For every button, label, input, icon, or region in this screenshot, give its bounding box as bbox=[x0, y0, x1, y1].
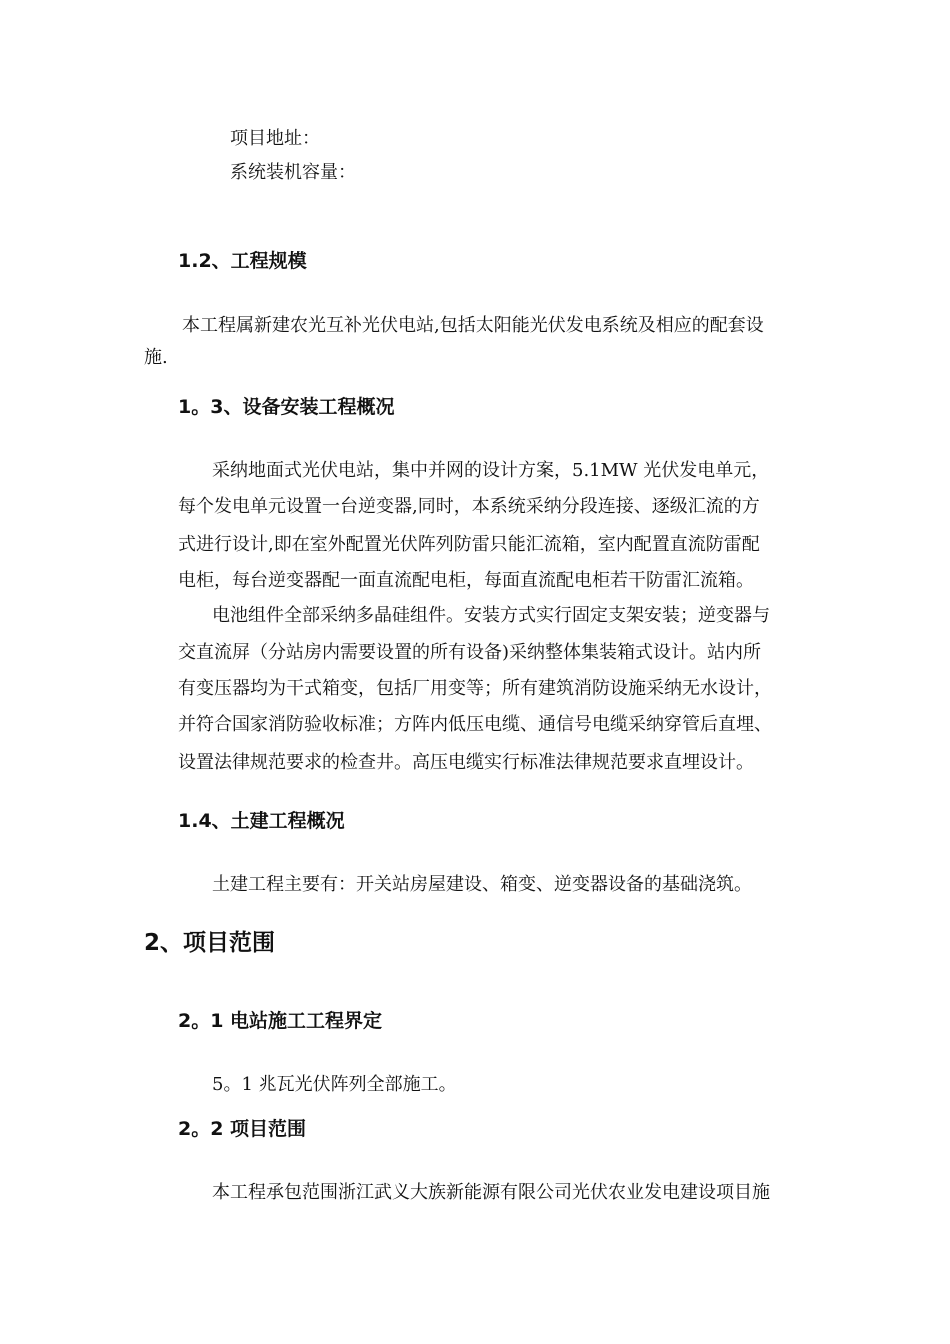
section-1-3-p2-line-2: 交直流屏（分站房内需要设置的所有设备)采纳整体集装箱式设计。站内所 bbox=[178, 642, 762, 663]
section-1-4-paragraph: 土建工程主要有：开关站房屋建设、箱变、逆变器设备的基础浇筑。 bbox=[212, 874, 752, 895]
section-2-1-heading: 2。1 电站施工工程界定 bbox=[178, 1010, 383, 1032]
section-1-3-p2-line-4: 并符合国家消防验收标准；方阵内低压电缆、通信号电缆采纳穿管后直埋、 bbox=[178, 714, 772, 735]
section-1-3-heading: 1。3、设备安装工程概况 bbox=[178, 396, 395, 418]
section-2-2-heading: 2。2 项目范围 bbox=[178, 1118, 307, 1140]
section-1-3-p2-line-3: 有变压器均为干式箱变，包括厂用变等；所有建筑消防设施采纳无水设计， bbox=[178, 678, 772, 699]
section-2-heading: 2、项目范围 bbox=[144, 930, 276, 956]
section-1-2-line-2: 施. bbox=[144, 347, 168, 368]
section-2-2-paragraph: 本工程承包范围浙江武义大族新能源有限公司光伏农业发电建设项目施 bbox=[212, 1182, 770, 1203]
system-capacity-label: 系统装机容量： bbox=[230, 162, 356, 183]
section-1-3-p2-line-5: 设置法律规范要求的检查井。高压电缆实行标准法律规范要求直埋设计。 bbox=[178, 752, 754, 773]
section-1-2-line-1: 本工程属新建农光互补光伏电站,包括太阳能光伏发电系统及相应的配套设 bbox=[182, 315, 764, 336]
section-1-3-p2-line-1: 电池组件全部采纳多晶硅组件。安装方式实行固定支架安装；逆变器与 bbox=[212, 605, 770, 626]
section-1-3-p1-line-4: 电柜，每台逆变器配一面直流配电柜，每面直流配电柜若干防雷汇流箱。 bbox=[178, 570, 754, 591]
section-1-3-p1-line-3: 式进行设计,即在室外配置光伏阵列防雷只能汇流箱，室内配置直流防雷配 bbox=[178, 534, 760, 555]
section-1-3-p1-line-1: 采纳地面式光伏电站，集中并网的设计方案，5.1MW 光伏发电单元， bbox=[212, 460, 770, 481]
section-1-4-heading: 1.4、土建工程概况 bbox=[178, 810, 345, 832]
section-2-1-paragraph: 5。1 兆瓦光伏阵列全部施工。 bbox=[212, 1074, 457, 1095]
section-1-3-p1-line-2: 每个发电单元设置一台逆变器,同时，本系统采纳分段连接、逐级汇流的方 bbox=[178, 496, 760, 517]
project-address-label: 项目地址： bbox=[230, 128, 320, 149]
section-1-2-heading: 1.2、工程规模 bbox=[178, 250, 307, 272]
